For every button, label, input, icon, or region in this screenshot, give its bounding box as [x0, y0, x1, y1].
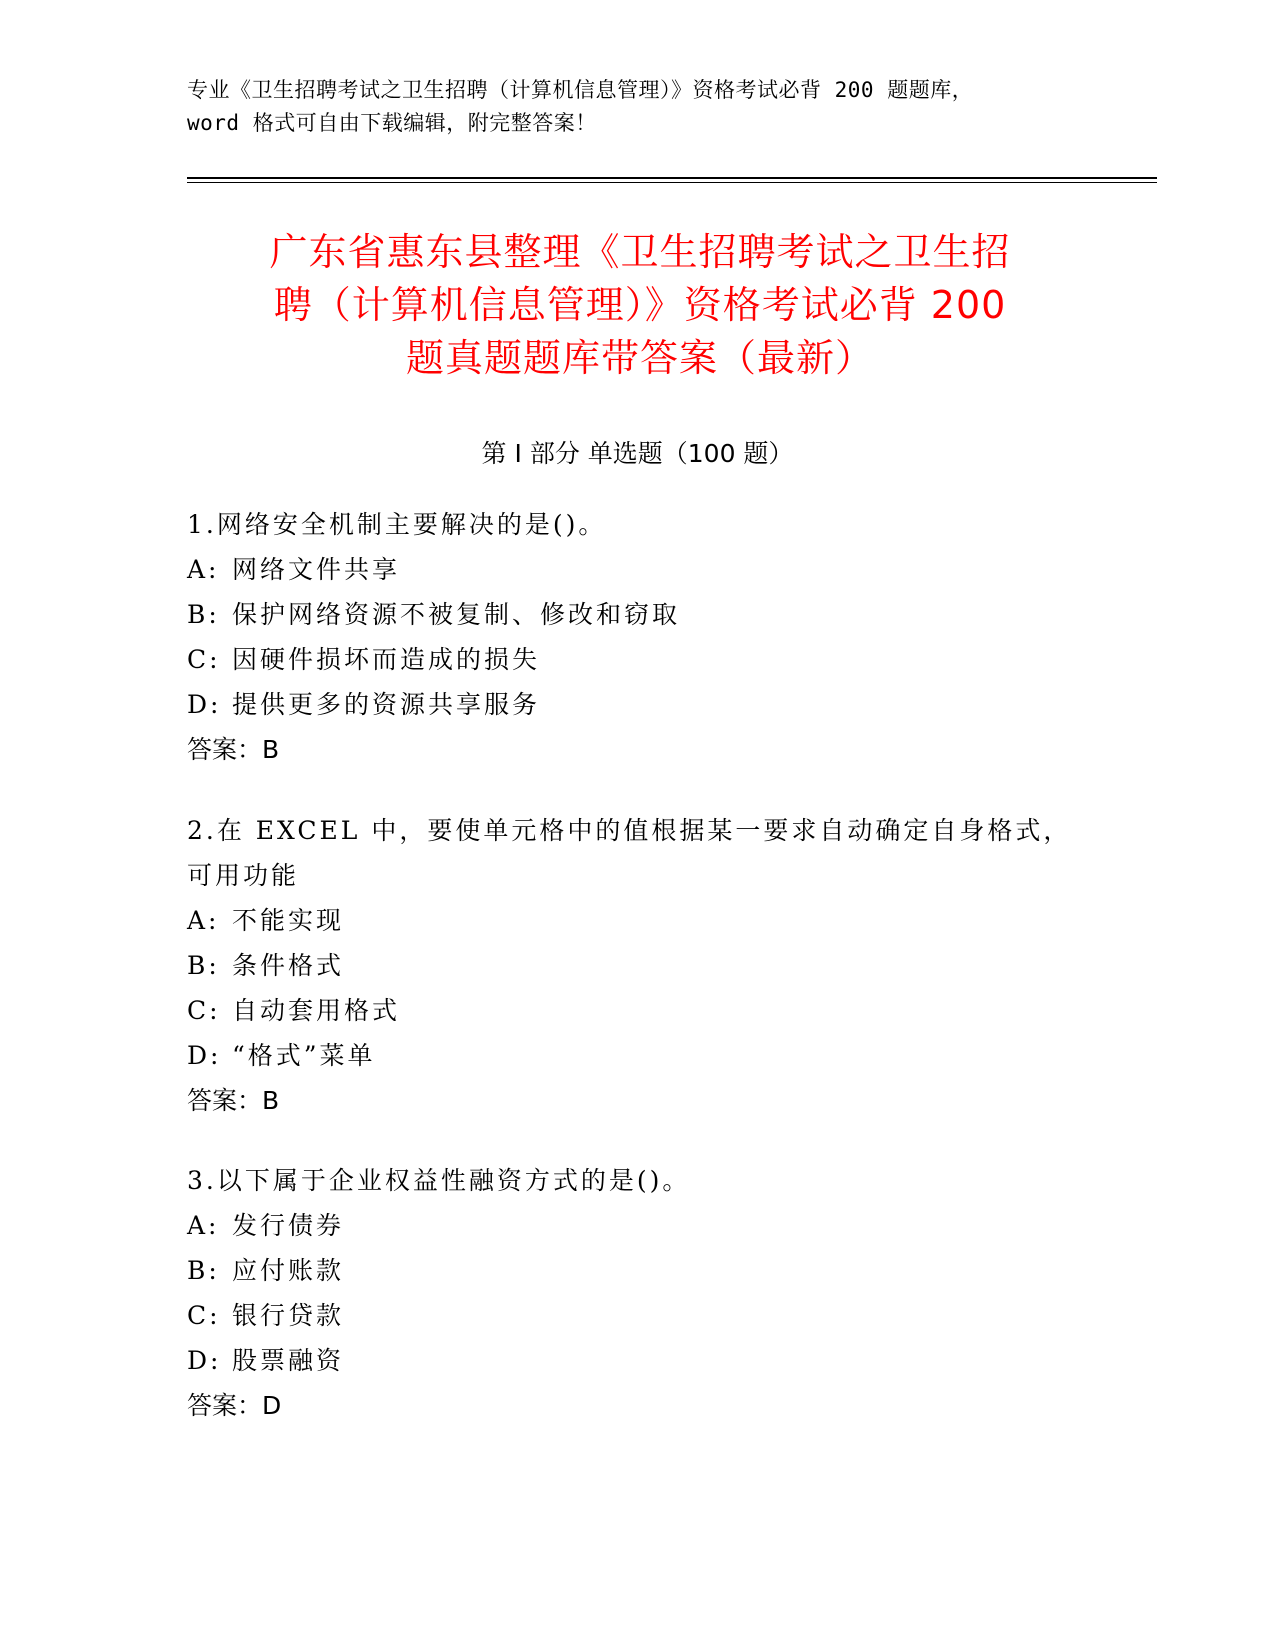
intro-line-1: 专业《卫生招聘考试之卫生招聘（计算机信息管理）》资格考试必背 200 题题库， — [187, 78, 974, 102]
option-a — [187, 1203, 1087, 1248]
option-letter: C: — [187, 996, 221, 1025]
option-letter: A: — [187, 555, 220, 584]
option-text: 提供更多的资源共享服务 — [232, 690, 541, 719]
divider-thick — [187, 177, 1157, 179]
option-letter: B: — [187, 951, 220, 980]
option-text: 股票融资 — [232, 1346, 345, 1375]
option-text: 应付账款 — [232, 1256, 345, 1285]
title-line-1: 广东省惠东县整理《卫生招聘考试之卫生招 — [269, 230, 1011, 274]
option-b — [187, 592, 1087, 637]
option-letter: D: — [187, 1041, 222, 1070]
option-letter: C: — [187, 1301, 221, 1330]
option-b — [187, 943, 1087, 988]
question-1 — [187, 502, 1087, 772]
option-letter: B: — [187, 600, 220, 629]
option-letter: C: — [187, 645, 221, 674]
document-title — [180, 226, 1100, 385]
option-a — [187, 898, 1087, 943]
intro-line-2: word 格式可自由下载编辑，附完整答案！ — [187, 111, 597, 135]
option-text: 发行债券 — [232, 1211, 345, 1240]
option-c — [187, 988, 1087, 1033]
option-text: 因硬件损坏而造成的损失 — [232, 645, 541, 674]
option-letter: D: — [187, 1346, 222, 1375]
option-text: 条件格式 — [232, 951, 345, 980]
option-letter: B: — [187, 1256, 220, 1285]
option-text: 网络文件共享 — [232, 555, 401, 584]
title-line-3: 题真题题库带答案（最新） — [405, 336, 874, 380]
question-stem: 1.网络安全机制主要解决的是()。 — [187, 510, 607, 539]
divider-thin — [187, 182, 1157, 183]
question-stem: 3.以下属于企业权益性融资方式的是()。 — [187, 1166, 691, 1195]
option-letter: A: — [187, 1211, 220, 1240]
question-stem: 2.在 EXCEL 中，要使单元格中的值根据某一要求自动确定自身格式，可用功能 — [187, 816, 1072, 890]
option-c — [187, 1293, 1087, 1338]
answer-line: 答案：D — [187, 1391, 282, 1420]
option-text: 不能实现 — [232, 906, 345, 935]
option-text: 银行贷款 — [232, 1301, 345, 1330]
option-d — [187, 1338, 1087, 1383]
option-text: 保护网络资源不被复制、修改和窃取 — [232, 600, 681, 629]
option-c — [187, 637, 1087, 682]
option-text: “格式”菜单 — [232, 1041, 376, 1070]
option-text: 自动套用格式 — [232, 996, 401, 1025]
section-heading: 第 I 部分 单选题（100 题） — [481, 439, 794, 468]
option-a — [187, 547, 1087, 592]
option-letter: A: — [187, 906, 220, 935]
answer-line: 答案：B — [187, 735, 280, 764]
question-2 — [187, 808, 1087, 1123]
option-d — [187, 682, 1087, 727]
option-d — [187, 1033, 1087, 1078]
title-line-2: 聘（计算机信息管理）》资格考试必背 200 — [273, 283, 1007, 327]
question-3 — [187, 1158, 1087, 1428]
option-b — [187, 1248, 1087, 1293]
intro-paragraph — [187, 74, 1107, 140]
answer-line: 答案：B — [187, 1086, 280, 1115]
option-letter: D: — [187, 690, 222, 719]
